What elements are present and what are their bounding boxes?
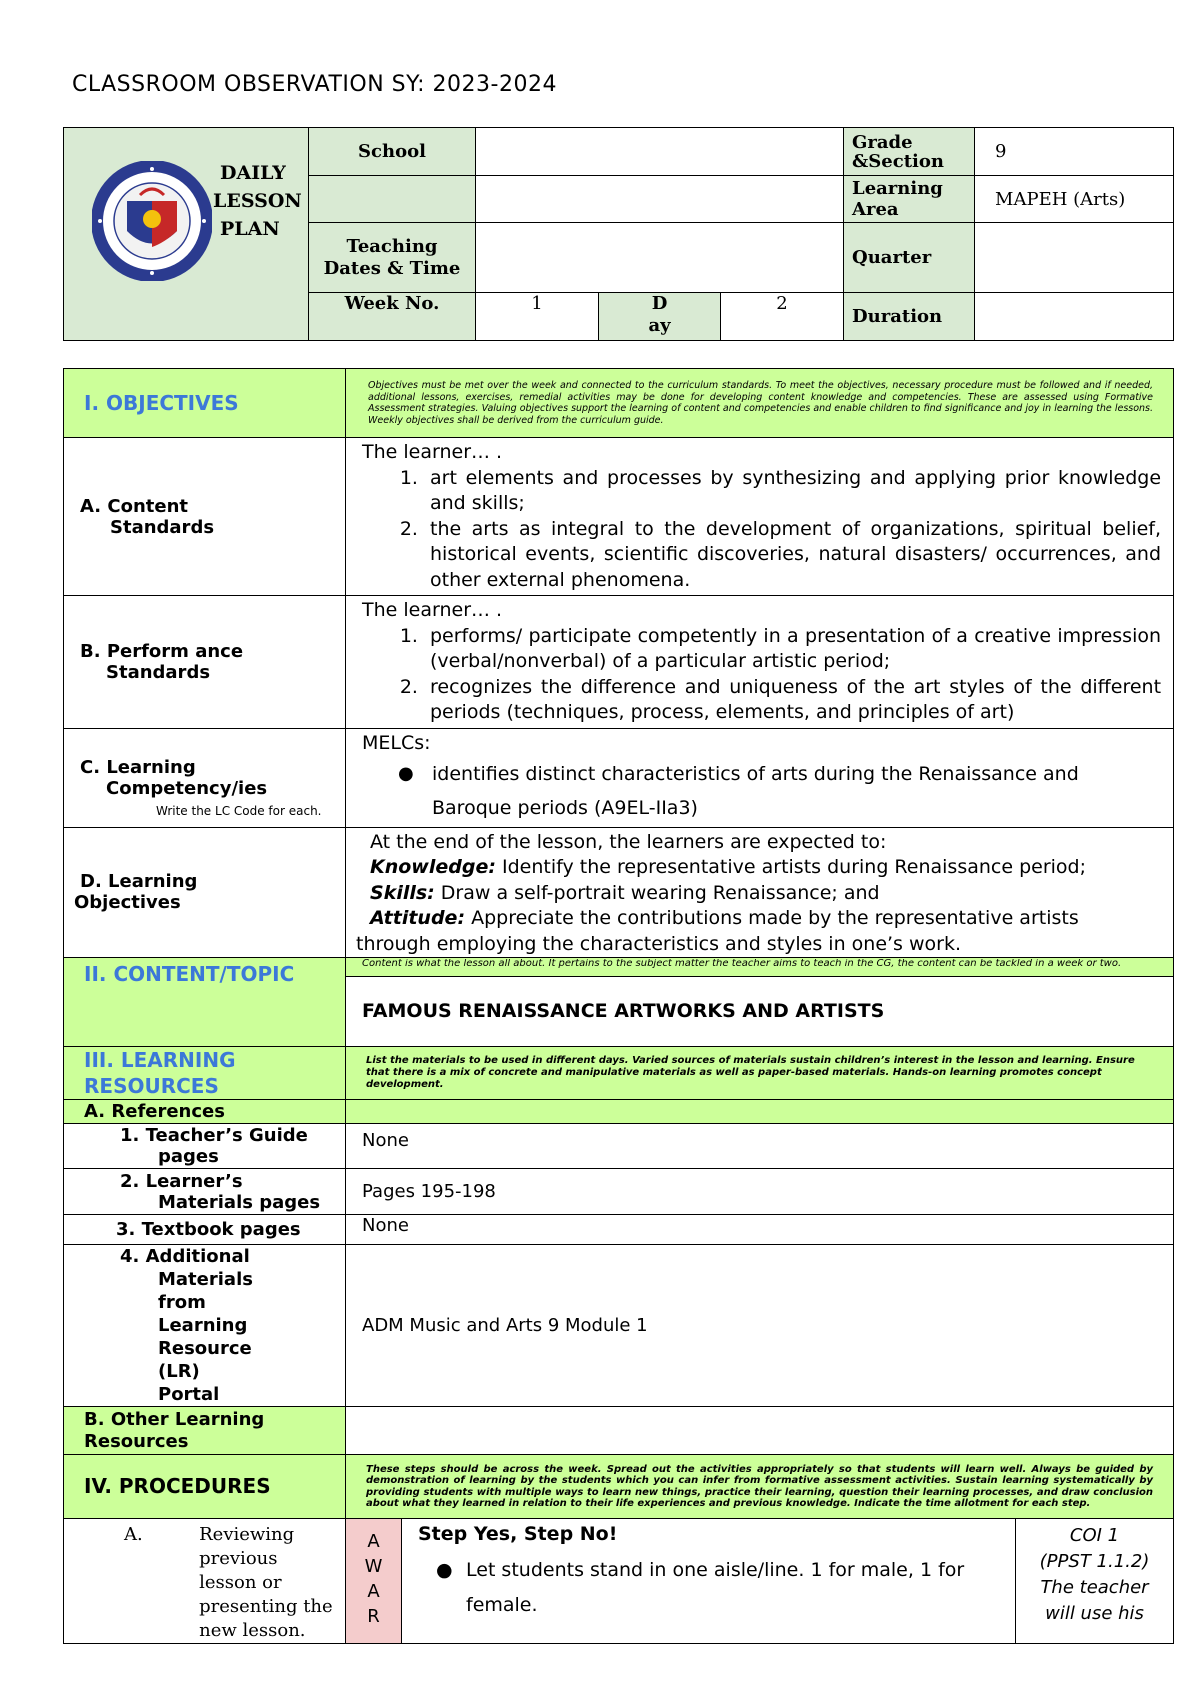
tg-value: None [346, 1124, 1174, 1169]
week-value: 1 [476, 293, 599, 341]
lo-attitude-cont: through employing the characteristics and styles in one’s work. [356, 932, 962, 955]
content-standards-intro: The learner… . [362, 441, 503, 463]
dll-title-line2: LESSON [213, 190, 302, 212]
tb-label: 3. Textbook pages [64, 1215, 346, 1245]
objectives-note: Objectives must be met over the week and connected to the curriculum standards. To meet the objectives, necessary procedure must be followed and if needed, additional lessons, exercises, remedial activities may be done for developing content knowledge and competencies. These are assessed using Formative Assessment strategies. Valuing objectives support the learning of content and competencies and enable children to find significance and joy in learning the lessons. Weekly objectives shall be derived from the curriculum guide. [346, 369, 1174, 438]
tg-label: 1. Teacher’s Guide pages [64, 1124, 346, 1169]
bullet-icon: ● [436, 1559, 453, 1581]
competency-label: C. Learning Competency/ies Write the LC Code for each. [64, 728, 346, 827]
procedure-a-label: A. Reviewing previous lesson or presenting the new lesson. [64, 1519, 346, 1644]
day-value: 2 [721, 293, 844, 341]
week-label: Week No. [309, 293, 476, 341]
performance-standards-intro: The learner… . [362, 599, 503, 621]
performance-standards-label: B. Perform ance Standards [64, 596, 346, 729]
content-topic-value: FAMOUS RENAISSANCE ARTWORKS AND ARTISTS [346, 977, 1174, 1047]
performance-standard-item: 1. performs/ participate competently in a presentation of a creative impression (verbal/nonverbal) of a particular artistic period; [424, 624, 1161, 675]
procedures-label: IV. PROCEDURES [64, 1455, 346, 1519]
content-standards-label: A. Content Standards [64, 438, 346, 596]
dll-logo-cell [64, 128, 309, 341]
lo-intro: At the end of the lesson, the learners are expected to: [370, 830, 887, 853]
learning-area-label: Learning Area [844, 176, 975, 223]
grade-section-value: 9 [975, 128, 1174, 176]
lo-knowledge-text: Identify the representative artists during Renaissance period; [495, 856, 1087, 878]
competency-sub: Write the LC Code for each. [156, 803, 322, 818]
lo-knowledge-label: Knowledge: [370, 856, 496, 878]
day-label: D ay [599, 293, 721, 341]
school-value [476, 128, 844, 176]
procedure-a-activity [402, 1519, 1016, 1644]
objectives-label: I. OBJECTIVES [64, 369, 346, 438]
coi-note: COI 1 (PPST 1.1.2) The teacher will use his [1016, 1519, 1174, 1644]
quarter-value [975, 223, 1174, 293]
other-resources-label: B. Other Learning Resources [64, 1407, 346, 1455]
performance-standards-cell [346, 596, 1174, 729]
performance-standard-item: 2. recognizes the difference and uniqueness of the art styles of the different periods (techniques, process, elements, and principles of art) [424, 675, 1161, 726]
duration-label: Duration [844, 293, 975, 341]
learning-objectives-cell [346, 827, 1174, 958]
dll-main-table [63, 368, 1174, 1644]
dll-title-line1: DAILY [220, 162, 286, 184]
resources-note: List the materials to be used in different days. Varied sources of materials sustain children’s interest in the lesson and learning. Ensure that there is a mix of concrete and manipulative materials as well as paper-based materials. Hands-on learning promotes concept development. [346, 1047, 1174, 1100]
grade-section-label: Grade &Section [844, 128, 975, 176]
aware-column: A W A R [346, 1519, 402, 1644]
content-standard-item: 1. art elements and processes by synthesizing and applying prior knowledge and skills; [424, 466, 1161, 517]
content-standards-cell [346, 438, 1174, 596]
other-resources-value [346, 1407, 1174, 1455]
lo-attitude-text: Appreciate the contributions made by the representative artists [465, 907, 1079, 929]
page-title: CLASSROOM OBSERVATION SY: 2023-2024 [72, 72, 557, 97]
competency-intro: MELCs: [362, 731, 431, 754]
deped-seal-icon [92, 161, 212, 281]
learning-objectives-label: D. Learning Objectives [64, 827, 346, 958]
lo-skills-label: Skills: [370, 881, 435, 904]
lm-value: Pages 195-198 [346, 1169, 1174, 1215]
content-topic-note: Content is what the lesson all about. It pertains to the subject matter the teacher aims to teach in the CG, the content can be tackled in a week or two. [362, 959, 1122, 969]
tb-value: None [346, 1215, 1174, 1245]
content-standard-item: 2. the arts as integral to the development of organizations, spiritual belief, historical events, scientific discoveries, natural disasters/ occurrences, and other external phenomena. [424, 517, 1161, 594]
competency-item: ● identifies distinct characteristics of arts during the Renaissance and Baroque periods (A9EL-IIa3) [432, 757, 1161, 825]
lo-attitude-label: Attitude: [370, 907, 466, 929]
teaching-dates-label: Teaching Dates & Time [309, 223, 476, 293]
content-topic-note-cell [346, 958, 1174, 977]
procedures-note: These steps should be across the week. Spread out the activities appropriately so that students will learn well. Always be guided by demonstration of learning by the students which you can infer from formative assessment activities. Sustain learning systematically by providing students with multiple ways to learn new things, practice their learning, question their learning processes, and draw conclusion about what they learned in relation to their life experiences and previous knowledge. Indicate the time allotment for each step. [346, 1455, 1174, 1519]
lm-label: 2. Learner’s Materials pages [64, 1169, 346, 1215]
duration-value [975, 293, 1174, 341]
dll-header-table [63, 127, 1174, 341]
lo-skills-text: Draw a self-portrait wearing Renaissance; and [434, 881, 880, 904]
learning-area-value: MAPEH (Arts) [975, 176, 1174, 223]
activity-title: Step Yes, Step No! [418, 1523, 618, 1545]
competency-cell [346, 728, 1174, 827]
references-label: A. References [64, 1100, 346, 1124]
dll-title-line3: PLAN [220, 218, 280, 240]
school-label: School [309, 128, 476, 176]
activity-item: Let students stand in one aisle/line. 1 for male, 1 for [466, 1559, 965, 1581]
content-topic-label: II. CONTENT/TOPIC [64, 958, 346, 1047]
teaching-dates-value [476, 223, 844, 293]
quarter-label: Quarter [844, 223, 975, 293]
activity-item-cont: female. [466, 1594, 538, 1616]
resources-label: III. LEARNING RESOURCES [64, 1047, 346, 1100]
additional-materials-label: 4. Additional Materials from Learning Resource (LR) Portal [64, 1245, 346, 1407]
additional-materials-value: ADM Music and Arts 9 Module 1 [346, 1245, 1174, 1407]
